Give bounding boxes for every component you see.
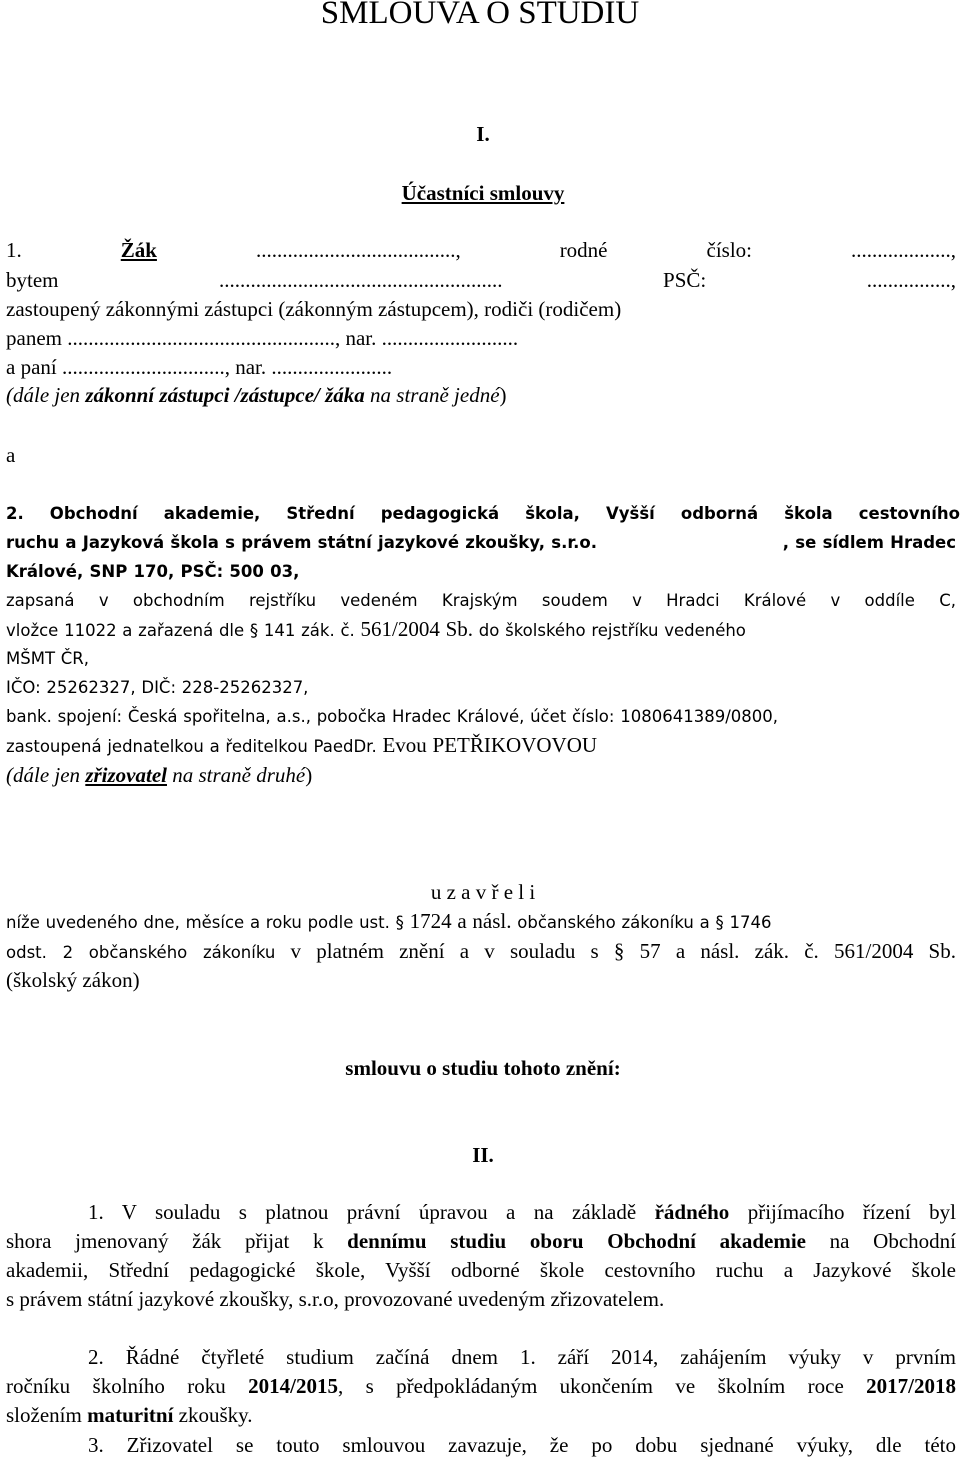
document-title: SMLOUVA O STUDIU bbox=[320, 0, 640, 31]
ministry-line: MŠMT ČR, bbox=[6, 649, 89, 668]
item-3-line-1: 3. Zřizovatel se touto smlouvou zavazuje, že po dobu sjednané výuky, dle této bbox=[88, 1433, 956, 1457]
student-line: 1. Žák ......................................, rodné číslo: ..................., bbox=[6, 238, 956, 262]
representative-line: zastoupená jednatelkou a ředitelkou PaedDr. Evou PETŘIKOVOVOU bbox=[6, 733, 598, 757]
registry-insert-line: vložce 11022 a zařazená dle § 141 zák. č. 561/2004 Sb. do školského rejstříku vedeného bbox=[6, 617, 746, 641]
item-2-line-3: složením maturitní zkoušky. bbox=[6, 1403, 253, 1427]
party-one-designation: (dále jen zákonní zástupci /zástupce/ žáka na straně jedné) bbox=[6, 383, 507, 407]
school-name-line-1: 2. Obchodní akademie, Střední pedagogická škola, Vyšší odborná škola cestovního bbox=[6, 504, 960, 523]
school-address-line: Králové, SNP 170, PSČ: 500 03, bbox=[6, 562, 300, 581]
section-1-heading: Účastníci smlouvy bbox=[401, 181, 565, 205]
registry-line: zapsaná v obchodním rejstříku vedeném Krajským soudem v Hradci Králové v oddíle C, bbox=[6, 591, 956, 610]
school-name-line-2: ruchu a Jazyková škola s právem státní jazykové zkoušky, s.r.o. bbox=[6, 533, 597, 552]
contract-content-heading: smlouvu o studiu tohoto znění: bbox=[345, 1056, 621, 1080]
concluded-heading: u z a v ř e l i bbox=[430, 880, 536, 904]
section-2-number: II. bbox=[472, 1143, 494, 1167]
item-1-line-4: s právem státní jazykové zkoušky, s.r.o, provozované uvedeným zřizovatelem. bbox=[6, 1287, 665, 1311]
mother-line: a paní ..............................., nar. ....................... bbox=[6, 355, 393, 379]
conjunction-a: a bbox=[6, 443, 16, 467]
party-two-designation: (dále jen zřizovatel na straně druhé) bbox=[6, 763, 313, 787]
school-seat-label: , se sídlem Hradec bbox=[782, 533, 956, 552]
item-1-line-1: 1. V souladu s platnou právní úpravou a na základě řádného přijímacího řízení byl bbox=[88, 1200, 956, 1224]
father-line: panem ..................................................., nar. .......................... bbox=[6, 326, 519, 350]
section-1-number: I. bbox=[476, 122, 490, 146]
residence-line: bytem ...................................................... PSČ: ................, bbox=[6, 268, 956, 292]
legal-basis-line-3: (školský zákon) bbox=[6, 968, 140, 992]
representatives-line: zastoupený zákonnými zástupci (zákonným zástupcem), rodiči (rodičem) bbox=[6, 297, 622, 321]
item-2-line-1: 2. Řádné čtyřleté studium začíná dnem 1. září 2014, zahájením výuky v prvním bbox=[88, 1345, 956, 1369]
item-2-line-2: ročníku školního roku 2014/2015, s předpokládaným ukončením ve školním roce 2017/2018 bbox=[6, 1374, 956, 1398]
legal-basis-line-1: níže uvedeného dne, měsíce a roku podle ust. § 1724 a násl. občanského zákoníku a § 1746 bbox=[6, 909, 772, 933]
item-1-line-3: akademii, Střední pedagogické škole, Vyšší odborné škole cestovního ruchu a Jazykové škole bbox=[6, 1258, 956, 1282]
item-1-line-2: shora jmenovaný žák přijat k dennímu studiu oboru Obchodní akademie na Obchodní bbox=[6, 1229, 956, 1253]
legal-basis-line-2: odst. 2 občanského zákoníku v platném znění a v souladu s § 57 a násl. zák. č. 561/2004 Sb. bbox=[6, 939, 956, 963]
ico-dic-line: IČO: 25262327, DIČ: 228-25262327, bbox=[6, 678, 309, 697]
bank-line: bank. spojení: Česká spořitelna, a.s., pobočka Hradec Králové, účet číslo: 1080641389/0800, bbox=[6, 707, 778, 726]
